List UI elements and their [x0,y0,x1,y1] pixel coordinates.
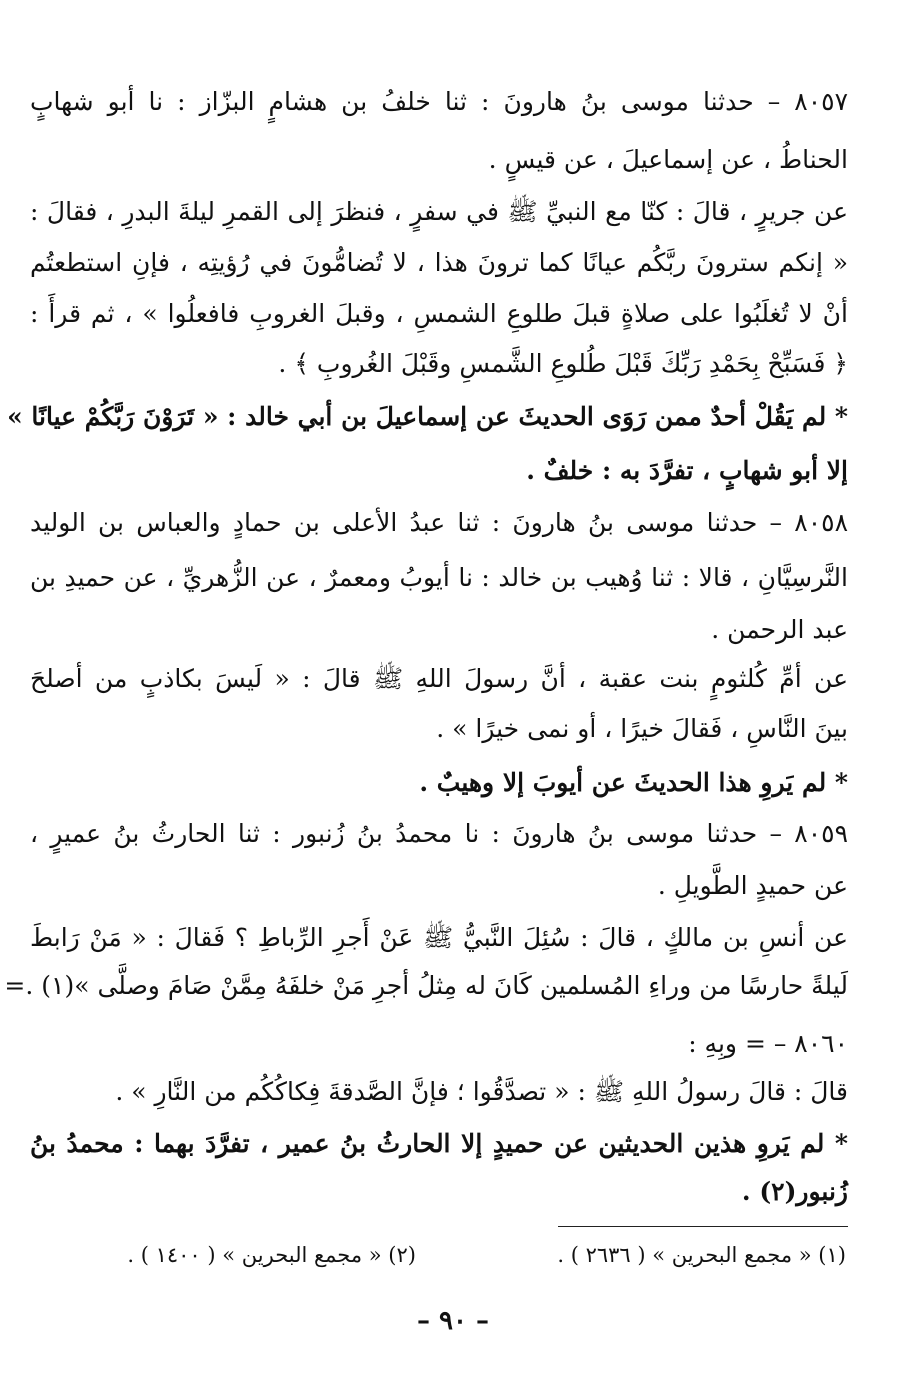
hadith-8057-line-2: الحناطُ ، عن إسماعيلَ ، عن قيسٍ . [488,145,848,174]
hadith-8058-line-5: بينَ النَّاسِ ، فَقالَ خيرًا ، أو نمى خيرًا » . [436,714,848,743]
footnote-separator [558,1226,848,1227]
hadith-8058-line-2: النَّرسِيَّانِ ، قالا : ثنا وُهيب بن خالد : نا أيوبُ ومعمرٌ ، عن الزُّهريِّ ، عن حميدِ بن [30,563,848,592]
hadith-8057-line-5: أنْ لا تُغلَبُوا على صلاةٍ قبلَ طلوعِ الشمسِ ، وقبلَ الغروبِ فافعلُوا » ، ثم قرأَ : [30,299,848,328]
commentary-8057-line-2: إلا أبو شهابٍ ، تفرَّدَ به : خلفٌ . [526,456,848,485]
hadith-8057-quran-verse: ﴿ فَسَبِّحْ بِحَمْدِ رَبِّكَ قَبْلَ طُلوعِ الشَّمسِ وقَبْلَ الغُروبِ ﴾ . [278,349,848,378]
commentary-8060-line-2: زُنبور(٢) . [741,1177,848,1206]
hadith-8059-line-2: عن حميدٍ الطَّويلِ . [657,871,848,900]
hadith-8057-line-3: عن جريرٍ ، قالَ : كنّا مع النبيِّ ﷺ في سفرٍ ، فنظرَ إلى القمرِ ليلةَ البدرِ ، فقالَ : [30,197,848,226]
footnote-2: (٢) « مجمع البحرين » ( ١٤٠٠ ) . [127,1243,416,1267]
hadith-8058-line-1: ٨٠٥٨ – حدثنا موسى بنُ هارونَ : ثنا عبدُ الأعلى بن حمادٍ والعباس بن الوليد [30,508,848,537]
hadith-8060-line-2: قالَ : قالَ رسولُ اللهِ ﷺ : « تصدَّقُوا ؛ فإنَّ الصَّدقةَ فِكاكُكُم من النَّارِ » . [115,1077,848,1106]
hadith-8059-line-1: ٨٠٥٩ – حدثنا موسى بنُ هارونَ : نا محمدُ بنُ زُنبور : ثنا الحارثُ بنُ عميرٍ ، [30,819,848,848]
hadith-8057-line-4: « إنكم سترونَ ربَّكُم عيانًا كما ترونَ هذا ، لا تُضامُّونَ في رُؤيتِه ، فإنِ استطعتُم [30,248,848,277]
hadith-8057-line-1: ٨٠٥٧ – حدثنا موسى بنُ هارونَ : ثنا خلفُ بن هشامٍ البزّاز : نا أبو شهابٍ [30,87,848,116]
hadith-8060-line-1: ٨٠٦٠ – = وبِهِ : [688,1029,848,1058]
commentary-8058: * لم يَروِ هذا الحديثَ عن أيوبَ إلا وهيبٌ . [419,768,848,797]
hadith-8059-line-3: عن أنسِ بن مالكٍ ، قالَ : سُئِلَ النَّبيُّ ﷺ عَنْ أَجرِ الرِّباطِ ؟ فَقالَ : « مَنْ رَابطَ [30,923,848,952]
footnote-1: (١) « مجمع البحرين » ( ٢٦٣٦ ) . [557,1243,846,1267]
commentary-8060-line-1: * لم يَروِ هذين الحديثين عن حميدٍ إلا الحارثُ بنُ عمير ، تفرَّدَ بهما : محمدُ بنُ [30,1129,848,1158]
page-number: – ٩٠ – [416,1306,490,1336]
hadith-8059-line-4: لَيلةً حارسًا من وراءِ المُسلمين كَانَ له مِثلُ أجرِ مَنْ خلفَهُ مِمَّنْ صَامَ وصلَّى »(١) .= [4,971,848,1000]
commentary-8057-line-1: * لم يَقُلْ أحدٌ ممن رَوَى الحديثَ عن إسماعيلَ بن أبي خالد : « تَرَوْنَ رَبَّكُمْ عيانًا » [7,402,848,431]
hadith-8058-line-3: عبد الرحمن . [711,615,848,644]
hadith-8058-line-4: عن أمِّ كُلثومٍ بنت عقبة ، أنَّ رسولَ اللهِ ﷺ قالَ : « لَيسَ بكاذبٍ من أصلحَ [30,664,848,693]
